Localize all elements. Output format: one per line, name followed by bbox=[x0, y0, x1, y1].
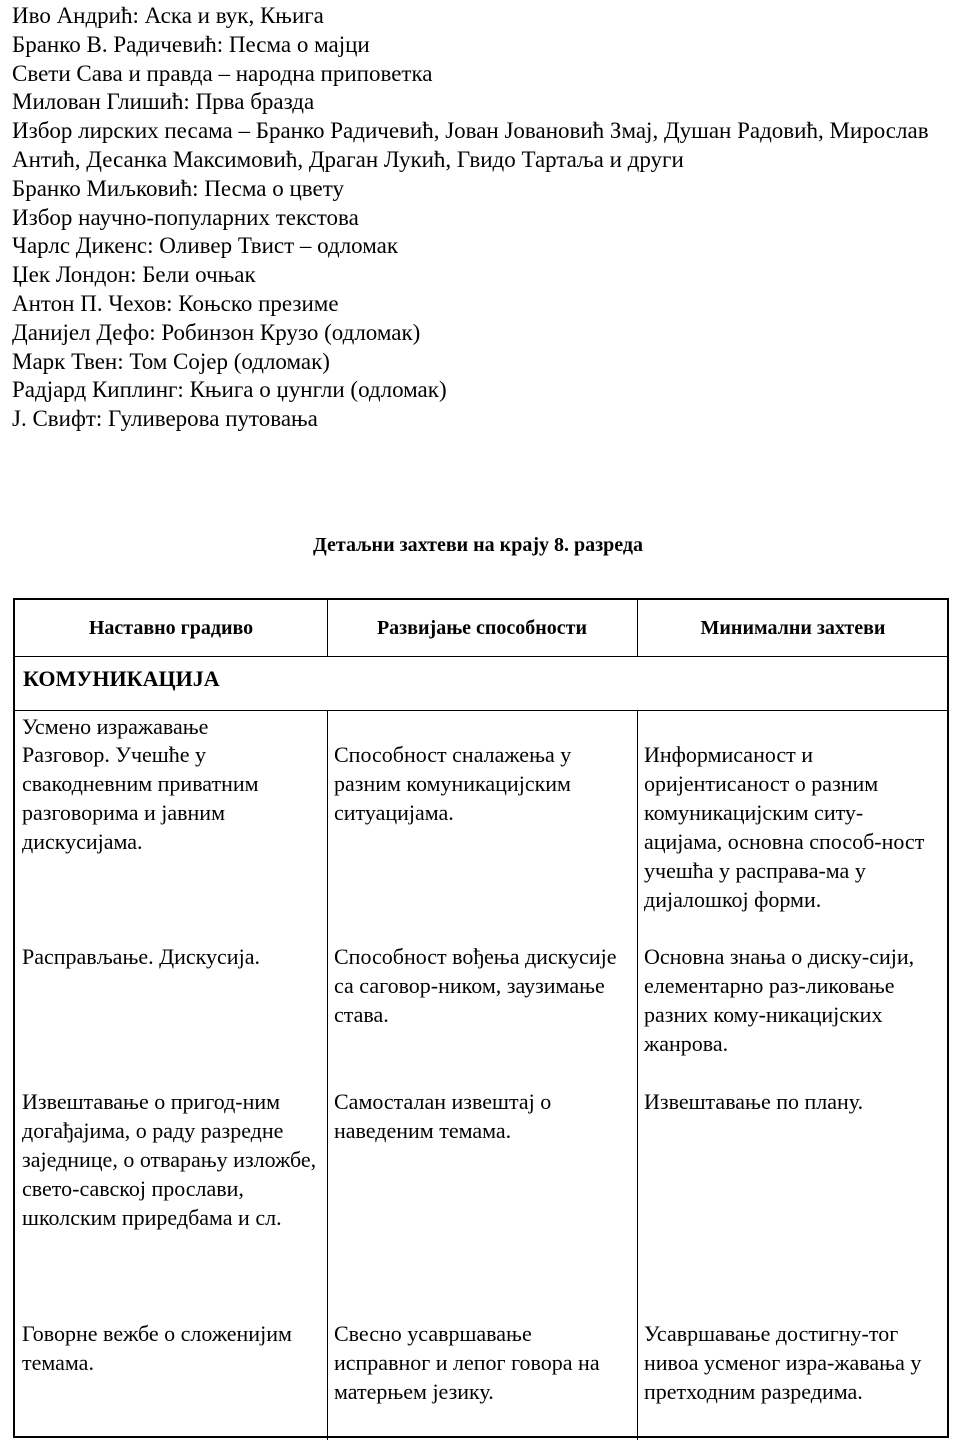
section-title: Детаљни захтеви на крају 8. разреда bbox=[313, 534, 643, 556]
column-divider bbox=[637, 710, 638, 1440]
row-3-minimum: Извештавање по плану. bbox=[644, 1089, 864, 1114]
section-label: КОМУНИКАЦИЈА bbox=[23, 666, 220, 691]
row-1-material: Разговор. Учешће у свакодневним приватним разговорима и јавним дискусијама. bbox=[22, 742, 259, 854]
subsection-label: Усмено изражавање bbox=[22, 714, 209, 739]
reading-list-item: Иво Андрић: Аска и вук, Књига bbox=[12, 3, 324, 28]
row-4-skills: Свесно усавршавање исправног и лепог говора на матерњем језику. bbox=[334, 1321, 600, 1404]
row-3-material: Извештавање о пригод-ним догађајима, о раду разредне заједнице, о отварању изложбе, свето-савској прослави, школским приредбама и сл. bbox=[22, 1089, 317, 1230]
header-skills: Развијање способности bbox=[376, 616, 588, 639]
row-1-minimum: Информисаност и оријентисаност о разним комуникацијским ситу-ацијама, основна способ-ност учешћа у расправа-ма у дијалошкој форми. bbox=[644, 742, 925, 912]
row-3-skills: Самосталан извештај о наведеним темама. bbox=[334, 1089, 552, 1143]
reading-list-item: Радјард Киплинг: Књига о џунгли (одломак) bbox=[12, 377, 447, 403]
reading-list-item: Избор лирских песама – Бранко Радичевић, Јован Јовановић Змај, Душан Радовић, Мирослав Антић, Десанка Максимовић, Драган Лукић, Гвидо Тартаља и други bbox=[12, 118, 929, 172]
reading-list-item: Избор научно-популарних текстова bbox=[12, 204, 359, 230]
reading-list-item: Бранко Миљковић: Песма о цвету bbox=[12, 175, 344, 201]
row-4-material: Говорне вежбе о сложенијим темама. bbox=[22, 1321, 292, 1375]
row-divider bbox=[15, 710, 947, 711]
reading-list-item: Свети Сава и правда – народна приповетка bbox=[12, 60, 433, 86]
row-2-minimum: Основна знања о диску-сији, елементарно раз-ликовање разних кому-никацијских жанрова. bbox=[644, 944, 915, 1056]
reading-list-item: Антон П. Чехов: Коњско презиме bbox=[12, 290, 339, 316]
reading-list-item: Данијел Дефо: Робинзон Крузо (одломак) bbox=[12, 319, 421, 345]
row-1-skills: Способност сналажења у разним комуникацијским ситуацијама. bbox=[334, 742, 572, 825]
row-2-material: Расправљање. Дискусија. bbox=[22, 944, 260, 969]
header-minimum: Минимални захтеви bbox=[700, 616, 886, 639]
row-divider bbox=[15, 656, 947, 657]
reading-list bbox=[12, 2, 952, 434]
row-2-skills: Способност вођења дискусије са саговор-ником, заузимање става. bbox=[334, 944, 617, 1027]
reading-list-item: Марк Твен: Том Сојер (одломак) bbox=[12, 348, 330, 374]
column-divider bbox=[327, 710, 328, 1440]
reading-list-item: Бранко В. Радичевић: Песма о мајци bbox=[12, 31, 370, 57]
requirements-table bbox=[13, 598, 949, 1438]
reading-list-item: Џек Лондон: Бели очњак bbox=[12, 262, 256, 288]
header-material: Наставно градиво bbox=[88, 616, 254, 639]
reading-list-item: Чарлс Дикенс: Оливер Твист – одломак bbox=[12, 233, 399, 259]
reading-list-item: J. Свифт: Гуливерова путовања bbox=[12, 406, 318, 432]
reading-list-item: Милован Глишић: Прва бразда bbox=[12, 89, 315, 115]
row-4-minimum: Усавршавање достигну-тог нивоа усменог изра-жавања у претходним разредима. bbox=[644, 1321, 922, 1404]
